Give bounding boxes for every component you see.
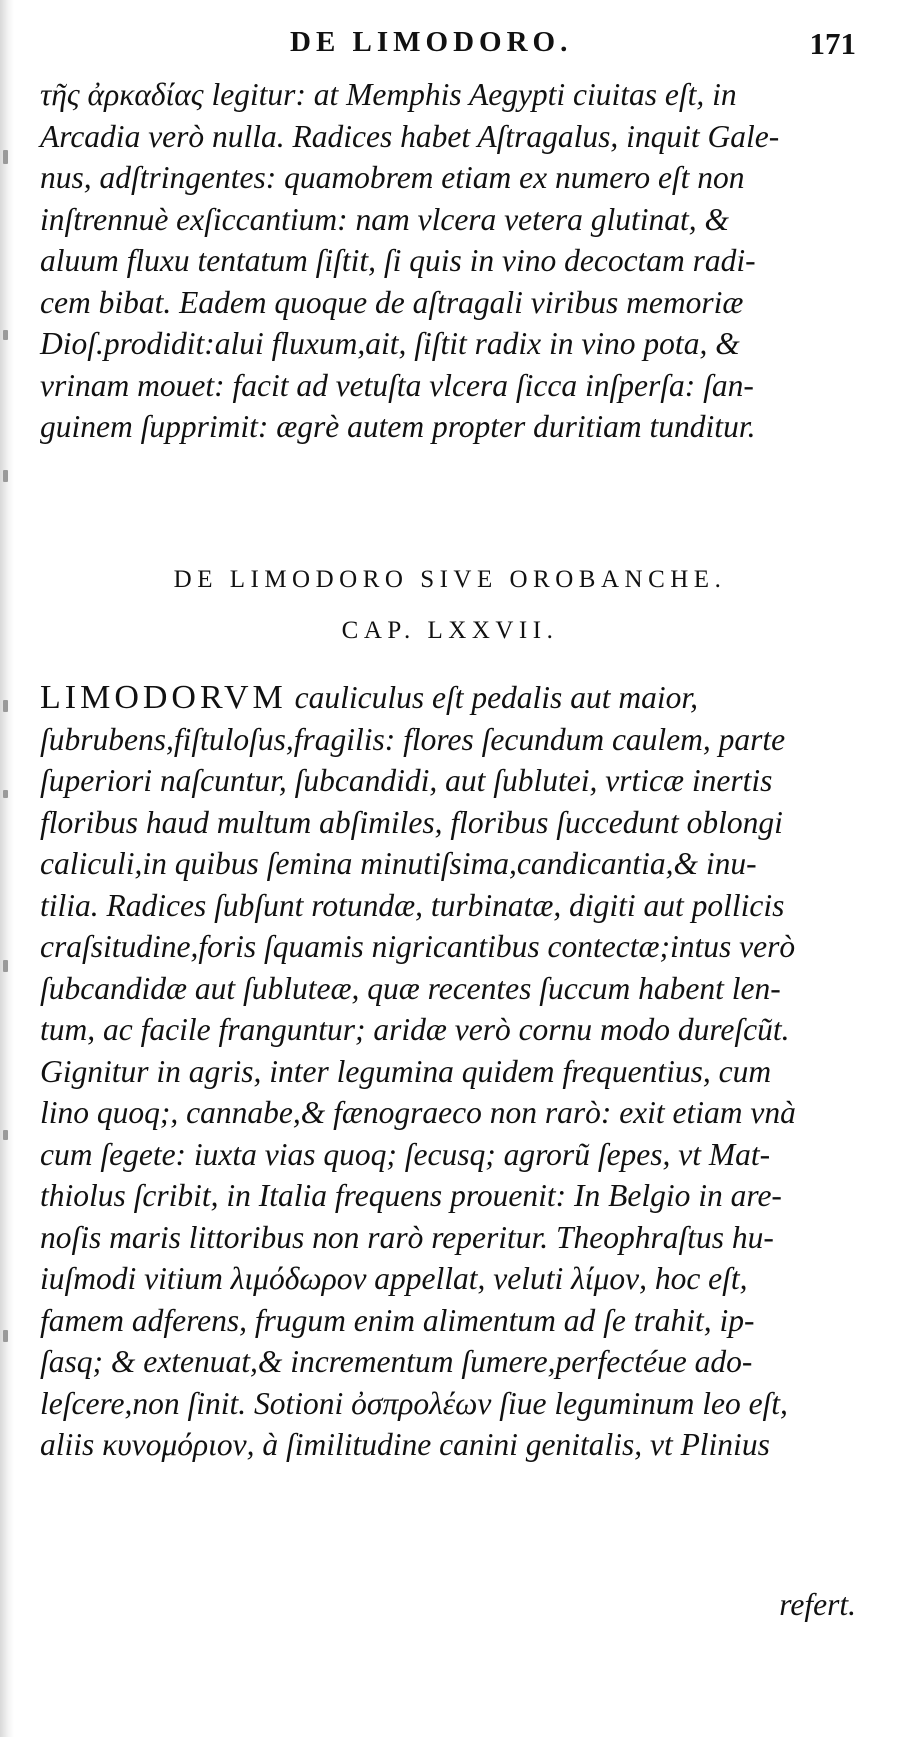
running-head	[0, 26, 900, 66]
edge-mark	[3, 790, 8, 798]
continued-paragraph: τῆς ἀρκαδίας legitur: at Memphis Aegypti ciuitas eſt, in Arcadia verò nulla. Radices habet Aſtragalus, inquit Gale- nus, adſtringentes: quamobrem etiam ex numero eſt non inſtrennuè exſiccantium: nam vlcera vetera glutinat, & aluum fluxu tentatum ſiſtit, ſi quis in vino decoctam radi- cem bibat. Eadem quoque de aſtragali viribus memoriæ Dioſ.prodidit:alui fluxum,ait, ſiſtit radix in vino pota, & vrinam mouet: facit ad vetuſta vlcera ſicca inſperſa: ſan- guinem ſupprimit: ægrè autem propter duritiam tunditur.	[40, 77, 780, 444]
catchword: refert.	[779, 1587, 856, 1622]
opening-word: LIMODORVM	[40, 679, 287, 716]
edge-mark	[3, 330, 8, 340]
page-number: 171	[809, 26, 856, 61]
edge-mark	[3, 960, 8, 972]
page-edge	[0, 0, 14, 1737]
edge-mark	[3, 150, 8, 164]
edge-mark	[3, 1130, 8, 1140]
running-title: DE LIMODORO.	[290, 26, 573, 58]
chapter-body: cauliculus eſt pedalis aut maior, ſubrubens,fiſtuloſus,fragilis: flores ſecundum caulem, parte ſuperiori naſcuntur, ſubcandidi, aut ſublutei, vrticæ inertis floribus haud multum abſimiles, floribus ſuccedunt oblongi caliculi,in quibus ſemina minutiſsima,candicantia,& inu- tilia. Radices ſubſunt rotundæ, turbinatæ, digiti aut pollicis craſsitudine,foris ſquamis nigricantibus contectæ;intus verò ſubcandidæ aut ſubluteæ, quæ recentes ſuccum habent len- tum, ac facile franguntur; aridæ verò cornu modo dureſcũt. Gignitur in agris, inter legumina quidem frequentius, cum lino quoq;, cannabe,& fænograeco non rarò: exit etiam vnà cum ſegete: iuxta vias quoq; ſecusq; agrorũ ſepes, vt Mat- thiolus ſcribit, in Italia frequens prouenit: In Belgio in are- noſis maris littoribus non rarò reperitur. Theophraſtus hu- iuſmodi vitium λιμόδωρον appellat, veluti λίμον, hoc eſt, famem adferens, frugum enim alimentum ad ſe trahit, ip- ſasq; & extenuat,& incrementum ſumere,perfectéue ado- leſcere,non ſinit. Sotioni ὀσπρολέων ſiue leguminum leo eſt, aliis κυνομόριον, à ſimilitudine canini genitalis, vt Plinius	[40, 680, 796, 1462]
edge-mark	[3, 700, 8, 712]
edge-mark	[3, 470, 8, 482]
chapter-paragraph	[40, 677, 860, 1466]
edge-mark	[3, 1330, 8, 1342]
chapter-title: DE LIMODORO SIVE OROBANCHE.	[173, 566, 727, 593]
chapter-number: CAP. LXXVII.	[341, 617, 559, 644]
